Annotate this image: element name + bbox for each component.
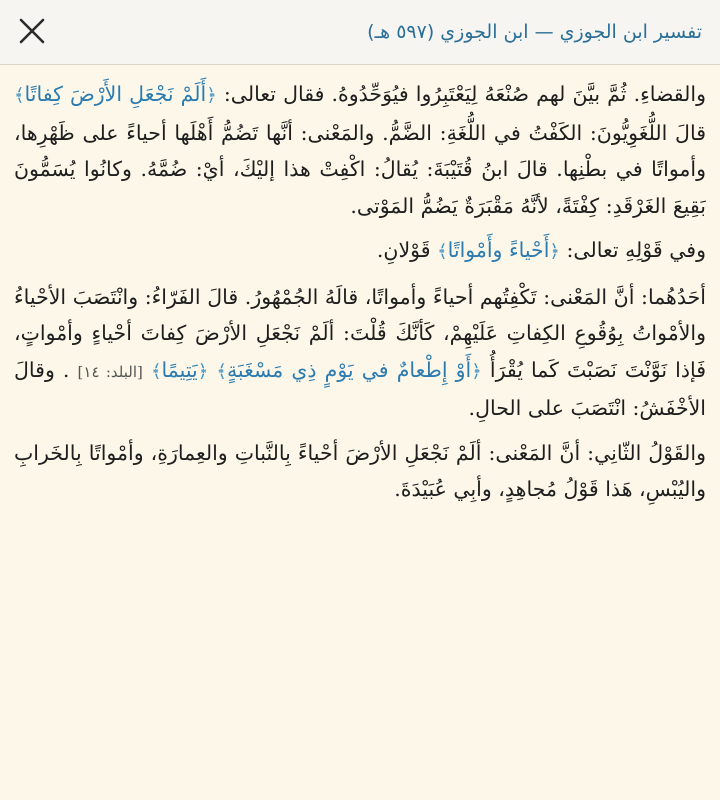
- paragraph-2: [14, 232, 706, 271]
- text-segment: . وقالَ الأخْفَشُ: انْتَصَبَ على الحالِ.: [14, 357, 706, 420]
- quran-ornament-close: ﴾: [151, 360, 162, 382]
- text-segment: قَوْلانِ.: [376, 238, 438, 262]
- paragraph-4: [14, 435, 706, 508]
- quran-verse[interactable]: أَلَمْ نَجْعَلِ الأَرْضَ كِفاتًا: [24, 82, 207, 106]
- paragraph-1: [14, 76, 706, 224]
- close-button[interactable]: [14, 13, 50, 49]
- quran-ornament-open: ﴿: [549, 241, 560, 262]
- quran-verse[interactable]: يَتِيمًا: [161, 357, 198, 382]
- quran-ornament-open: ﴿: [206, 85, 217, 106]
- quran-ornament-close: ﴾: [437, 241, 448, 262]
- quran-ornament-open: ﴿: [197, 360, 209, 382]
- top-bar: [0, 0, 720, 65]
- tafsir-text: [14, 76, 706, 798]
- text-segment: وفي قَوْلِهِ تعالى:: [559, 238, 706, 262]
- quran-ornament-close: ﴾: [14, 85, 25, 106]
- text-segment: والقضاءِ. ثُمَّ بيَّنَ لهم صُنْعَهُ لِيَعْتَبِرُوا فيُوَحِّدُوهُ. فقال تعالى:: [216, 82, 706, 106]
- text-segment: أحَدُهُما: أنَّ المَعْنى: تَكْفِتُهم أحياءً وأمواتًا، قالَهُ الجُمْهُورُ. قالَ الفَرّاءُ: وانْتَصَبَ الأحْياءُ والأمْواتُ بِوُقُوعِ الكِفاتِ عَلَيْهِمْ، كَأنَّكَ قُلْتَ: ألَمْ نَجْعَلِ الأرْضَ كِفاتَ أحْياءٍ وأمْواتٍ، فَإذا نَوَّنْتَ نَصَبْتَ كَما يُقْرَأُ: [14, 284, 706, 382]
- quran-ornament-open: ﴿: [471, 360, 482, 382]
- paragraph-3: [14, 279, 706, 427]
- close-icon: [14, 13, 50, 49]
- text-segment: والقَوْلُ الثّانِي: أنَّ المَعْنى: ألَمْ نَجْعَلِ الأرْضَ أحْياءً بِالنَّباتِ والعِمارَةِ، وأمْواتًا بِالخَرابِ واليُبْسِ، هَذا قَوْلُ مُجاهِدٍ، وأبِي عُبَيْدَةَ.: [14, 440, 706, 501]
- quran-verse[interactable]: أَحْياءً وأَمْواتًا: [447, 238, 550, 262]
- verse-reference[interactable]: [البلد: ١٤]: [77, 362, 143, 381]
- page-title: تفسير ابن الجوزي — ابن الجوزي (٥٩٧ هـ): [367, 21, 702, 43]
- quran-verse[interactable]: أَوْ إِطْعامٌ في يَوْمٍ ذِي مَسْغَبَةٍ: [226, 357, 472, 382]
- quran-ornament-close: ﴾: [216, 360, 227, 382]
- text-segment: قالَ اللُّغَوِيُّونَ: الكَفْتُ في اللُّغَةِ: الضَّمُّ. والمَعْنى: أنَّها تَضُمُّ أَهْلَها أحياءً على ظَهْرِها، وأمواتًا في بطْنِها. قالَ ابنُ قُتَيْبَةَ: يُقالُ: اكْفِتْ هذا إليْكَ، أيْ: ضُمَّهُ. وكانُوا يُسَمُّونَ بَقِيعَ الغَرْقَدِ: كِفْتَةً، لأنَّهُ مَقْبَرَةٌ يَضُمُّ المَوْتى.: [14, 120, 706, 218]
